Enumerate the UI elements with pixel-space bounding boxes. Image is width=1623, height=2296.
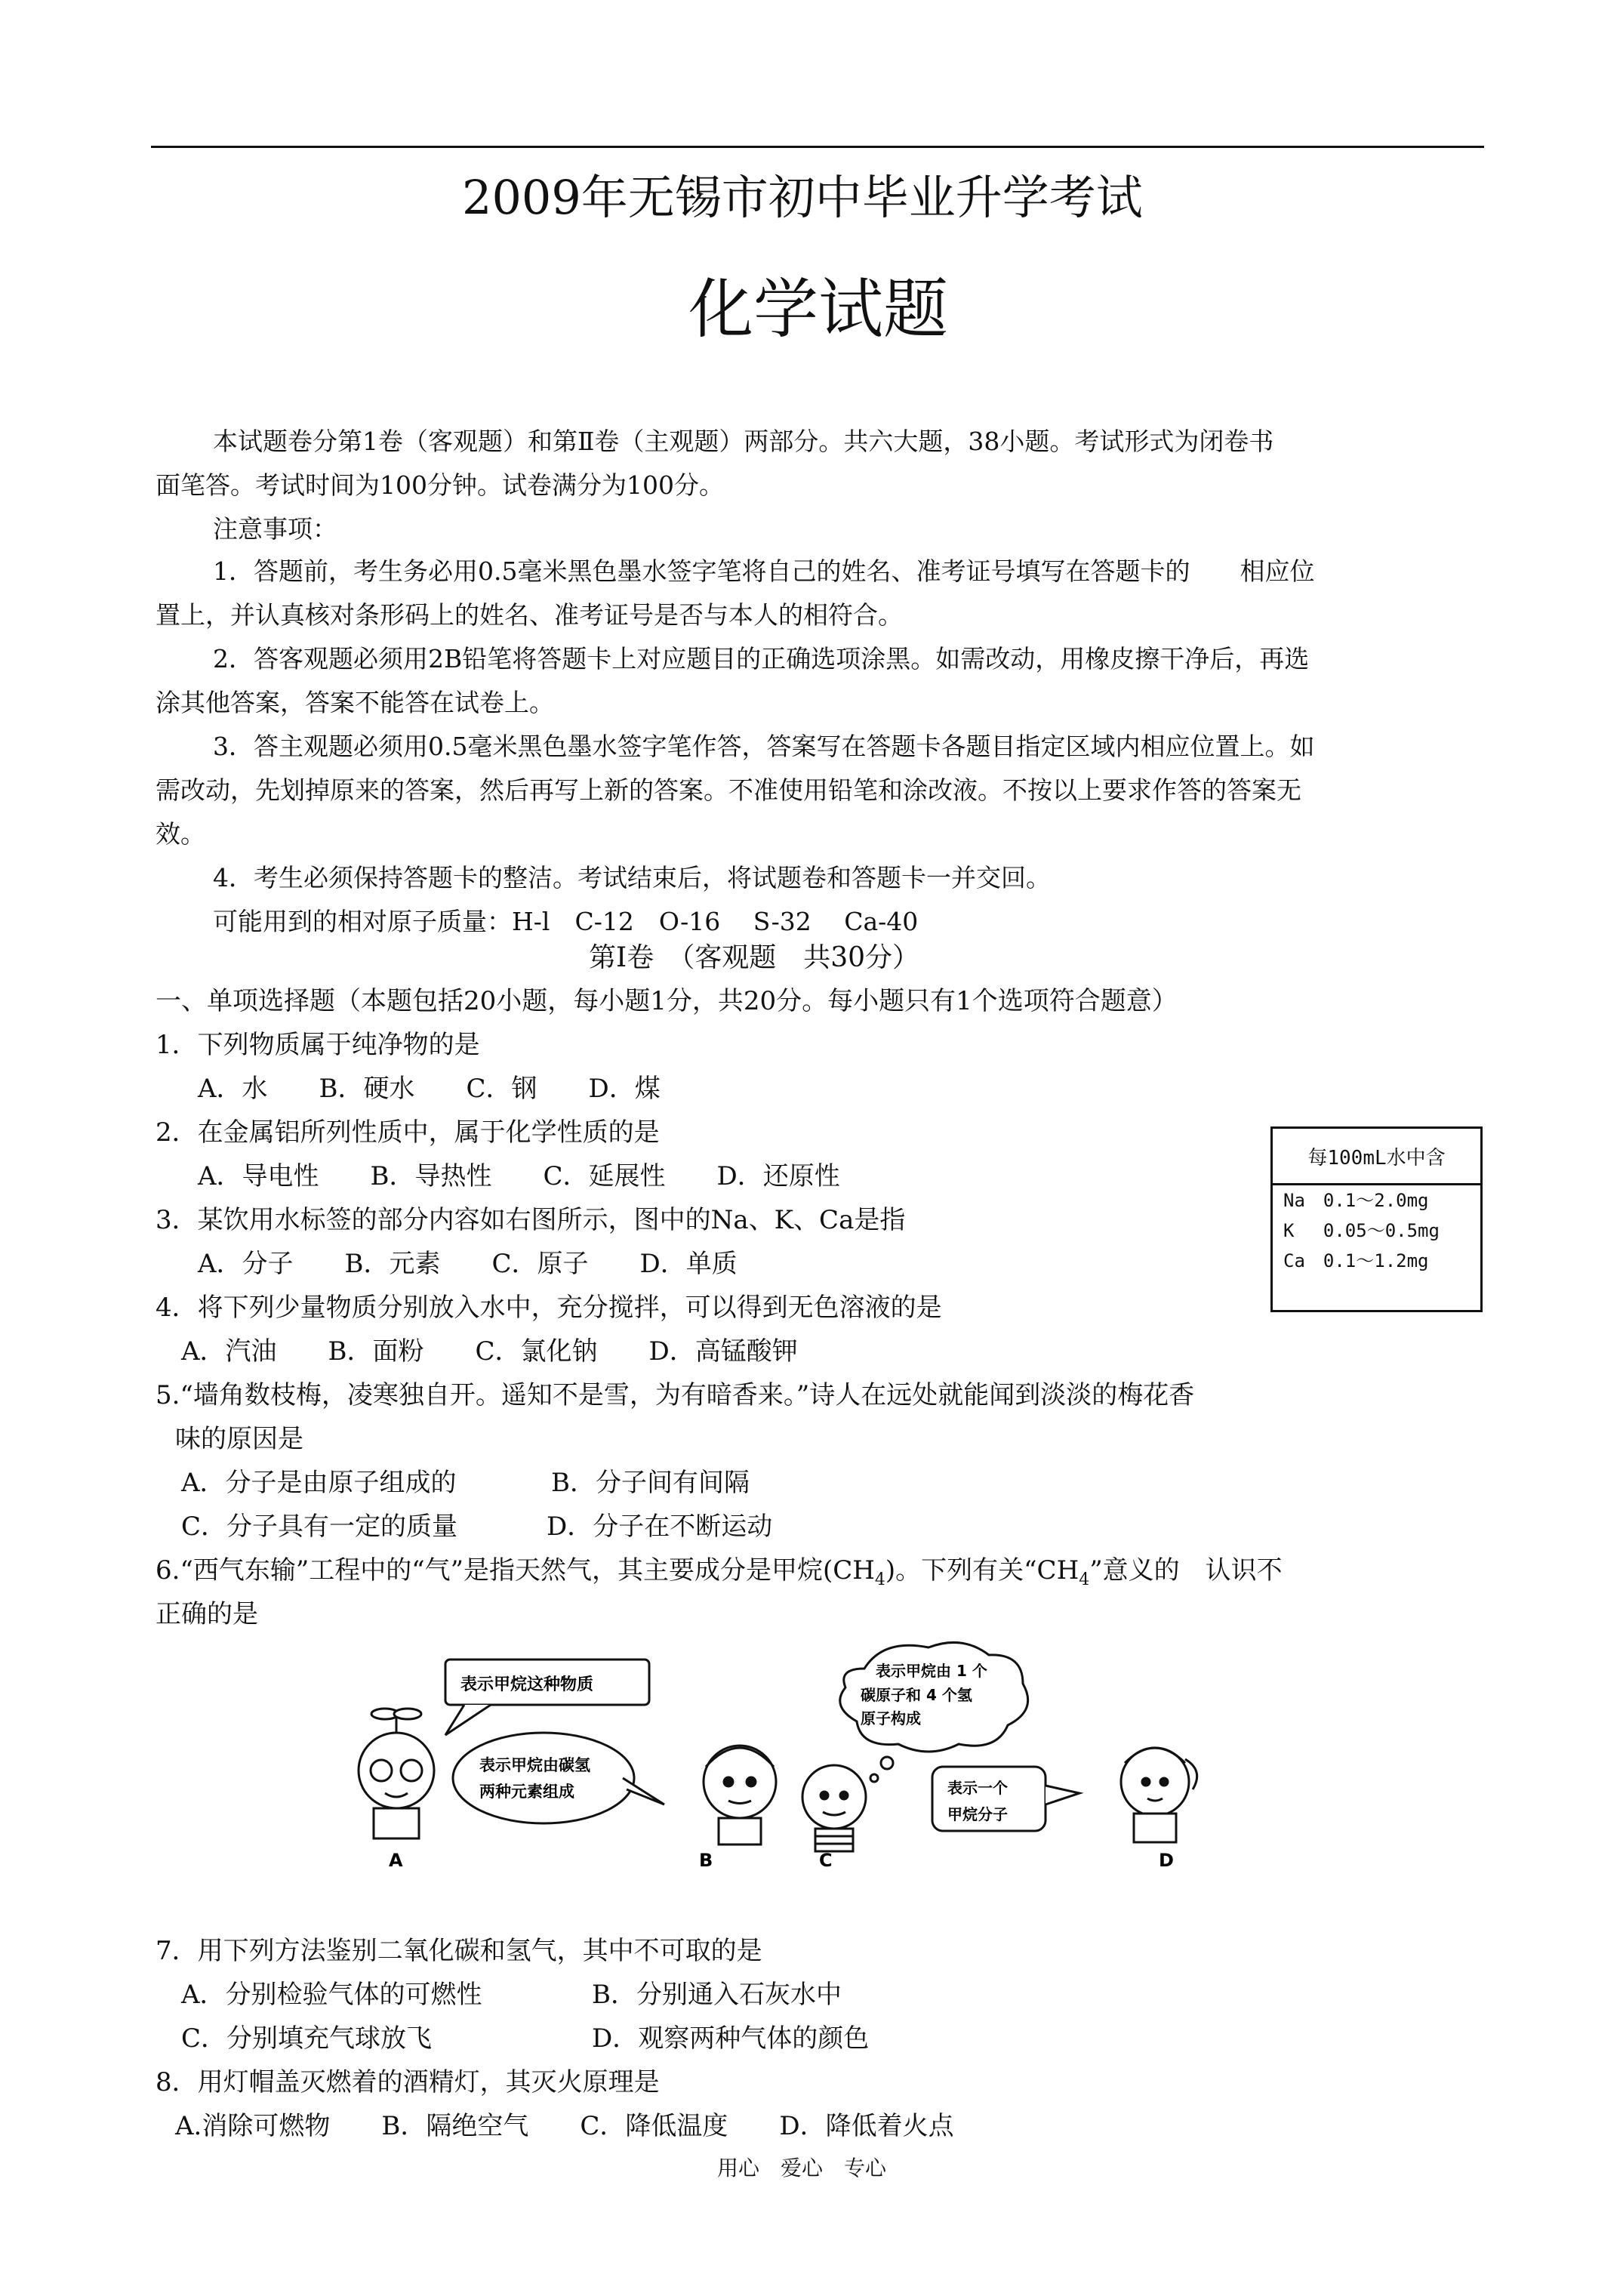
bubble-b-text: 表示甲烷由碳氢 xyxy=(479,1756,590,1774)
methane-cartoon-figure xyxy=(332,1638,1223,1872)
question-8: 8．用灯帽盖灭燃着的酒精灯，其灭火原理是 xyxy=(156,2067,660,2097)
character-c xyxy=(802,1765,866,1851)
character-d xyxy=(1121,1748,1197,1842)
bubble-c-text: 表示甲烷由 1 个 xyxy=(876,1662,987,1680)
speech-bubble-b xyxy=(453,1733,634,1823)
intro-line: 本试题卷分第1卷（客观题）和第Ⅱ卷（主观题）两部分。共六大题，38小题。考试形式为闭卷书 xyxy=(213,427,1274,456)
question-7-option-a: A．分别检验气体的可燃性 xyxy=(181,1980,482,2010)
notice-item: 需改动，先划掉原来的答案，然后再写上新的答案。不准使用铅笔和涂改液。不按以上要求作答的答案无 xyxy=(156,775,1301,805)
part-heading: 第Ⅰ卷 （客观题 共30分） xyxy=(589,942,920,973)
question-3-options: A．分子 B．元素 C．原子 D．单质 xyxy=(198,1249,738,1279)
atomic-masses: 可能用到的相对原子质量：H-l C-12 O-16 S-32 Ca-40 xyxy=(213,907,919,936)
bubble-c-text: 原子构成 xyxy=(861,1709,921,1727)
section-heading: 一、单项选择题（本题包括20小题，每小题1分，共20分。每小题只有1个选项符合题意） xyxy=(156,986,1178,1016)
subject-title: 化学试题 xyxy=(688,272,948,347)
question-5-option-c: C．分子具有一定的质量 xyxy=(181,1512,458,1542)
water-label-table xyxy=(1270,1126,1483,1312)
question-7-option-d: D．观察两种气体的颜色 xyxy=(592,2023,870,2054)
notice-item: 2．答客观题必须用2B铅笔将答题卡上对应题目的正确选项涂黑。如需改动，用橡皮擦干净后，再选 xyxy=(213,644,1310,673)
question-5-option-d: D．分子在不断运动 xyxy=(547,1512,773,1542)
question-3: 3．某饮用水标签的部分内容如右图所示，图中的Na、K、Ca是指 xyxy=(156,1205,906,1235)
question-5: 5.“墙角数枝梅，凌寒独自开。遥知不是雪，为有暗香来。”诗人在远处就能闻到淡淡的梅花香 xyxy=(156,1380,1195,1410)
label-c: C xyxy=(819,1850,833,1871)
question-6 xyxy=(156,1549,1283,1589)
notice-item: 3．答主观题必须用0.5毫米黑色墨水签字笔作答，答案写在答题卡各题目指定区域内相应位置上。如 xyxy=(213,732,1315,761)
bubble-c-text: 碳原子和 4 个氢 xyxy=(861,1686,972,1704)
question-5-option-a: A．分子是由原子组成的 xyxy=(181,1468,457,1498)
question-5-option-b: B．分子间有间隔 xyxy=(551,1468,750,1498)
water-label-row: K 0.05～0.5mg xyxy=(1283,1220,1440,1241)
character-a xyxy=(359,1709,434,1838)
question-7-option-c: C．分别填充气球放飞 xyxy=(181,2023,433,2054)
question-5-cont: 味的原因是 xyxy=(175,1424,303,1454)
question-8-options: A.消除可燃物 B．隔绝空气 C．降低温度 D．降低着火点 xyxy=(175,2111,954,2141)
question-1-options: A．水 B．硬水 C．钢 D．煤 xyxy=(198,1074,661,1104)
subscript: 4 xyxy=(874,1570,885,1589)
question-2: 2．在金属铝所列性质中，属于化学性质的是 xyxy=(156,1117,660,1148)
subscript: 4 xyxy=(1079,1570,1090,1589)
label-a: A xyxy=(389,1850,403,1871)
question-6-text: ”意义的 认识不 xyxy=(1089,1555,1283,1586)
notice-item: 涂其他答案，答案不能答在试卷上。 xyxy=(156,688,554,717)
water-label-row: Na 0.1～2.0mg xyxy=(1283,1190,1429,1211)
character-b xyxy=(704,1746,776,1845)
notice-item: 1．答题前，考生务必用0.5毫米黑色墨水签字笔将自己的姓名、准考证号填写在答题卡的 相应位 xyxy=(213,556,1315,586)
bubble-d-text: 表示一个 xyxy=(947,1779,1008,1797)
bubble-d-text: 甲烷分子 xyxy=(947,1805,1008,1823)
page-footer: 用心 爱心 专心 xyxy=(717,2156,887,2180)
label-b: B xyxy=(699,1850,713,1871)
notice-heading: 注意事项： xyxy=(213,514,337,544)
question-7-option-b: B．分别通入石灰水中 xyxy=(592,1980,842,2010)
label-d: D xyxy=(1159,1850,1174,1871)
question-1: 1．下列物质属于纯净物的是 xyxy=(156,1030,480,1060)
bubble-b-text: 两种元素组成 xyxy=(479,1783,574,1801)
bubble-a-text: 表示甲烷这种物质 xyxy=(460,1675,594,1694)
question-2-options: A．导电性 B．导热性 C．延展性 D．还原性 xyxy=(198,1161,840,1191)
notice-item: 效。 xyxy=(156,819,205,849)
question-6-text: )。下列有关“CH xyxy=(885,1555,1079,1586)
notice-item: 4．考生必须保持答题卡的整洁。考试结束后，将试题卷和答题卡一并交回。 xyxy=(213,863,1051,892)
exam-title: 2009年无锡市初中毕业升学考试 xyxy=(462,170,1143,225)
question-7: 7．用下列方法鉴别二氧化碳和氢气，其中不可取的是 xyxy=(156,1936,762,1966)
question-4: 4．将下列少量物质分别放入水中，充分搅拌，可以得到无色溶液的是 xyxy=(156,1293,942,1323)
question-4-options: A．汽油 B．面粉 C．氯化钠 D．高锰酸钾 xyxy=(181,1336,798,1367)
notice-item: 置上，并认真核对条形码上的姓名、准考证号是否与本人的相符合。 xyxy=(156,600,903,630)
question-6-text: 6.“西气东输”工程中的“气”是指天然气，其主要成分是甲烷(CH xyxy=(156,1555,875,1586)
top-rule xyxy=(151,146,1484,148)
water-label-row: Ca 0.1～1.2mg xyxy=(1283,1250,1429,1271)
question-6-cont: 正确的是 xyxy=(156,1599,258,1629)
intro-line: 面笔答。考试时间为100分钟。试卷满分为100分。 xyxy=(156,470,724,500)
water-label-header: 每100mL水中含 xyxy=(1273,1129,1480,1185)
